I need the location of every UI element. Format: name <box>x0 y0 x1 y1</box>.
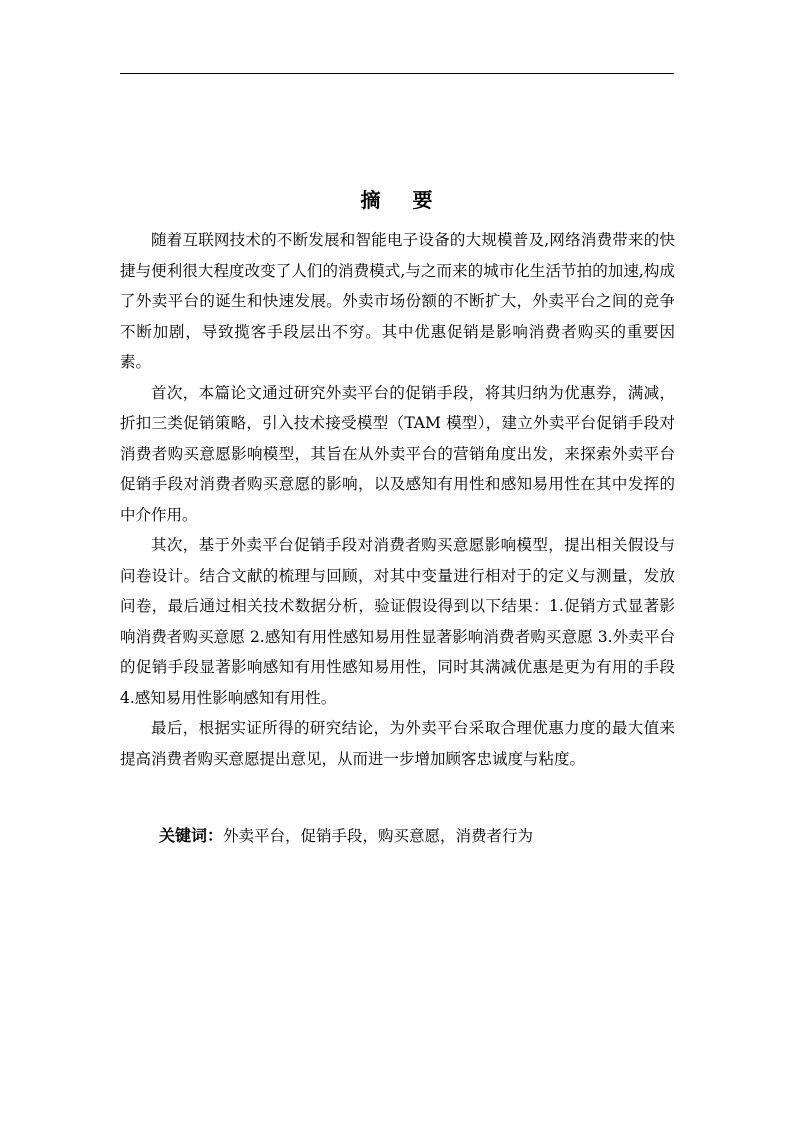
abstract-paragraph-3: 其次，基于外卖平台促销手段对消费者购买意愿影响模型，提出相关假设与问卷设计。结合文献的梳理与回顾，对其中变量进行相对于的定义与测量，发放问卷，最后通过相关技术数据分析，验证假设得到以下结果：1.促销方式显著影响消费者购买意愿 2.感知有用性感知易用性显著影响消费者购买意愿 3.外卖平台的促销手段显著影响感知有用性感知易用性，同时其满减优惠是更为有用的手段 4.感知易用性影响感知有用性。 <box>120 536 675 707</box>
keywords-line <box>159 823 533 849</box>
keywords-text: 外卖平台，促销手段，购买意愿，消费者行为 <box>223 827 534 845</box>
abstract-title: 摘要 <box>360 188 465 212</box>
abstract-paragraph-4: 最后，根据实证所得的研究结论，为外卖平台采取合理优惠力度的最大值来提高消费者购买意愿提出意见，从而进一步增加顾客忠诚度与粘度。 <box>120 719 675 768</box>
abstract-body <box>120 225 675 774</box>
keywords-label: 关键词： <box>159 826 224 845</box>
abstract-paragraph-1: 随着互联网技术的不断发展和智能电子设备的大规模普及,网络消费带来的快捷与便利很大程度改变了人们的消费模式,与之而来的城市化生活节拍的加速,构成了外卖平台的诞生和快速发展。外卖市场份额的不断扩大，外卖平台之间的竞争不断加剧，导致揽客手段层出不穷。其中优惠促销是影响消费者购买的重要因素。 <box>120 231 675 371</box>
header-rule <box>120 73 674 74</box>
abstract-paragraph-2: 首次，本篇论文通过研究外卖平台的促销手段，将其归纳为优惠券，满减，折扣三类促销策略，引入技术接受模型（TAM 模型），建立外卖平台促销手段对消费者购买意愿影响模型，其旨在从外卖平台的营销角度出发，来探索外卖平台促销手段对消费者购买意愿的影响，以及感知有用性和感知易用性在其中发挥的中介作用。 <box>120 383 675 524</box>
